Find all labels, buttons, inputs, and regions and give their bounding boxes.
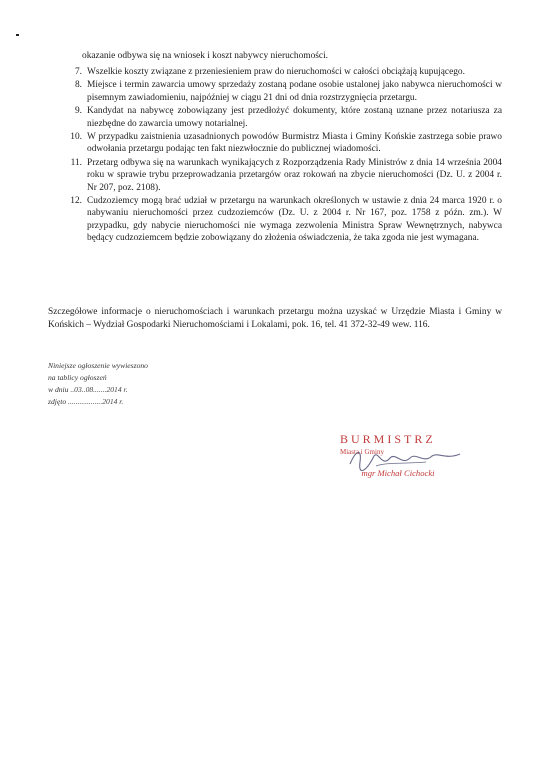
removal-date-value: ..................2014 r.: [68, 397, 124, 406]
stamp-name: mgr Michał Cichocki: [361, 468, 435, 478]
list-item: [54, 195, 502, 245]
posting-date-value: ..03..08.......2014 r.: [70, 385, 128, 394]
list-item-number: 9.: [74, 106, 82, 117]
list-item-text: Kandydat na nabywcę zobowiązany jest przedłożyć dokumenty, które zostaną uznane przez notariusza za niezbędne do zawarcia umowy notarialnej.: [87, 106, 502, 129]
list-item-number: 7.: [74, 67, 82, 77]
list-item-text: Wszelkie koszty związane z przeniesieniem praw do nieruchomości w całości obciążają kupującego.: [87, 67, 465, 77]
posting-line-2: na tablicy ogłoszeń: [48, 373, 107, 382]
list-item-text: Cudzoziemcy mogą brać udział w przetargu na warunkach określonych w ustawie z dnia 24 marca 1920 r. o nabywaniu nieruchomości przez cudzoziemców (Dz. U. z 2004 r. Nr 167, poz. 1758 z późn. zm.). W przypadku, gdy nabycie nieruchomości nie wymaga zezwolenia Ministra Spraw Wewnętrznych, nabywca będący cudzoziemcem będzie zobowiązany do złożenia oświadczenia, że taka zgoda nie jest wymagana.: [87, 196, 502, 244]
list-item-number: 11.: [70, 157, 82, 168]
info-paragraph: Szczegółowe informacje o nieruchomościach i warunkach przetargu można uzyskać w Urzędzie Miasta i Gminy w Końskich – Wydział Gospodarki Nieruchomościami i Lokalami, pok. 16, tel. 41 372-32-49 wew. 116.: [48, 307, 502, 331]
list-item-number: 10.: [70, 132, 82, 143]
list-item-number: 8.: [74, 80, 82, 91]
list-item: [54, 157, 502, 194]
posting-note: [48, 360, 248, 408]
list-item: [54, 66, 502, 78]
posting-line-3: [48, 384, 248, 396]
posting-date-label: w dniu: [48, 385, 69, 394]
mayor-stamp: [318, 432, 498, 512]
punch-mark: [16, 34, 19, 36]
posting-line-1: Niniejsze ogłoszenie wywieszono: [48, 361, 148, 370]
list-item: [54, 105, 502, 130]
list-item-number: 12.: [70, 196, 82, 207]
list-item-text: Miejsce i termin zawarcia umowy sprzedaży zostaną podane osobie ustalonej jako nabywca nieruchomości w pisemnym zawiadomieniu, najpóźniej w ciągu 21 dni od dnia rozstrzygnięcia przetargu.: [87, 80, 502, 103]
posting-line-4: [48, 396, 248, 408]
removal-date-label: zdjęto: [48, 397, 67, 406]
list-item: [54, 79, 502, 104]
continuation-text: okazanie odbywa się na wniosek i koszt nabywcy nieruchomości.: [82, 51, 329, 61]
stamp-title: BURMISTRZ: [340, 432, 436, 446]
list-item: [54, 131, 502, 156]
conditions-list: [54, 66, 502, 246]
list-item-text: Przetarg odbywa się na warunkach wynikających z Rozporządzenia Rady Ministrów z dnia 14 września 2004 roku w sprawie trybu przeprowadzania przetargów oraz rokowań na zbycie nieruchomości (Dz. U. z 2004 r. Nr 207, poz. 2108).: [87, 157, 502, 193]
stamp-subtitle: Miasta i Gminy: [340, 448, 384, 456]
list-item-text: W przypadku zaistnienia uzasadnionych powodów Burmistrz Miasta i Gminy Końskie zastrzega sobie prawo odwołania przetargu podając ten fakt niezwłocznie do publicznej wiadomości.: [87, 132, 502, 155]
